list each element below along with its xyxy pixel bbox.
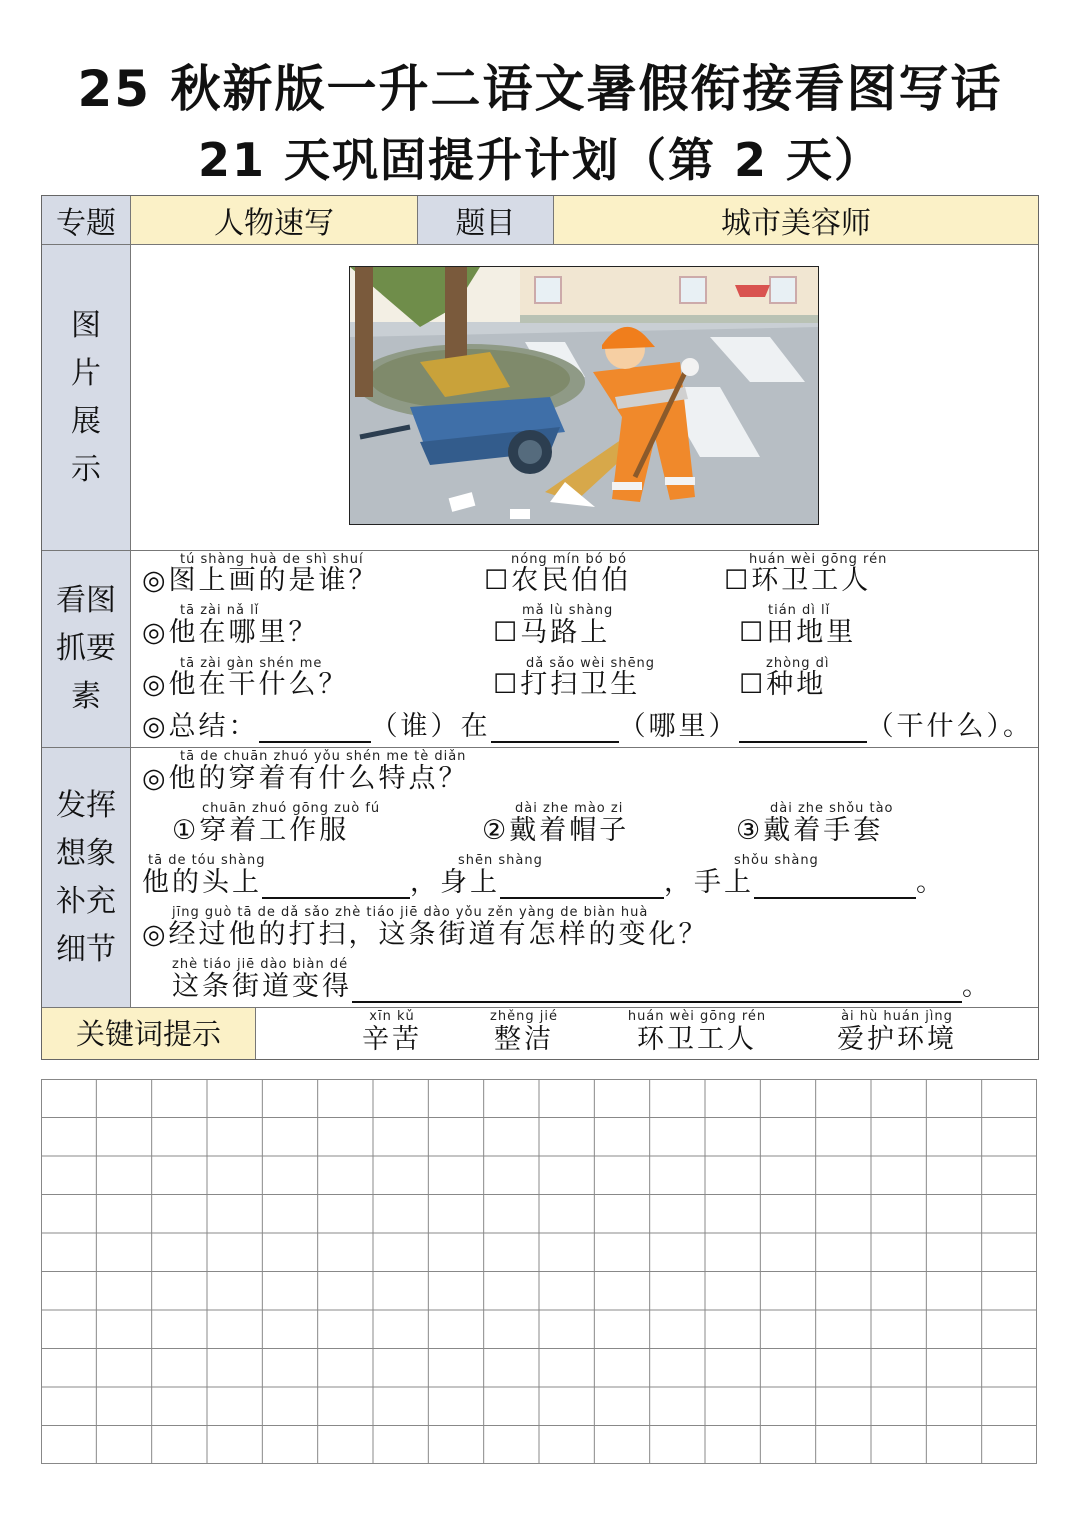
q1-opt2-text[interactable]: ☐环卫工人 xyxy=(724,565,872,596)
keywords-label-text: 关键词提示 xyxy=(75,1016,221,1051)
body-pinyin: shēn shàng xyxy=(458,853,543,868)
street-text: 这条街道变得 xyxy=(172,971,352,1002)
hands-text: ，手上 xyxy=(664,867,754,898)
worksheet-table xyxy=(41,195,1039,1060)
subject-label: 题目 xyxy=(418,196,554,244)
street-end-mark: 。 xyxy=(962,971,992,1002)
summary-what-blank[interactable] xyxy=(739,717,867,743)
q1-text: ◎图上画的是谁？ xyxy=(142,565,379,596)
picture-section-label xyxy=(42,245,131,550)
page-title-line1: 25 秋新版一升二语文暑假衔接看图写话 xyxy=(77,60,1003,118)
q3-opt1-pinyin: dǎ sǎo wèi shēng xyxy=(526,656,656,671)
picture-label-text: 图片展示 xyxy=(71,307,101,487)
q3-opt2-pinyin: zhòng dì xyxy=(766,656,830,671)
imagination-section-label xyxy=(42,748,131,1007)
q1-pinyin: tú shàng huà de shì shuí xyxy=(180,552,364,567)
q3-opt1-text[interactable]: ☐打扫卫生 xyxy=(493,669,641,700)
body-blank[interactable] xyxy=(500,873,664,899)
q1-opt2-pinyin: huán wèi gōng rén xyxy=(749,552,888,567)
topic-label: 专题 xyxy=(42,196,131,244)
wear-opt2-text: ②戴着帽子 xyxy=(482,815,630,846)
keyword-text: 整洁 xyxy=(494,1024,554,1055)
q1-opt1-pinyin: nóng mín bó bó xyxy=(511,552,628,567)
street-fill-line xyxy=(172,971,992,1003)
elements-section-label xyxy=(42,551,131,747)
keyword-item xyxy=(474,1009,574,1056)
summary-who-blank[interactable] xyxy=(259,717,371,743)
summary-where-hint: （哪里） xyxy=(618,711,739,742)
keyword-pinyin: huán wèi gōng rén xyxy=(627,1009,767,1024)
keyword-pinyin: xīn kǔ xyxy=(369,1009,415,1024)
q2-pinyin: tā zài nǎ lǐ xyxy=(180,603,260,618)
q2-text: ◎他在哪里？ xyxy=(142,617,319,648)
keyword-item xyxy=(817,1009,977,1056)
head-pinyin: tā de tóu shàng xyxy=(148,853,266,868)
keyword-text: 环卫工人 xyxy=(637,1024,757,1055)
keyword-text: 辛苦 xyxy=(362,1024,422,1055)
q2-opt1-pinyin: mǎ lù shàng xyxy=(522,603,614,618)
street-sweeper-illustration xyxy=(349,266,819,525)
summary-who-hint: （谁）在 xyxy=(370,711,491,742)
q3-text: ◎他在干什么？ xyxy=(142,669,349,700)
subject-value: 城市美容师 xyxy=(554,196,1038,244)
keyword-pinyin: zhěng jié xyxy=(490,1009,558,1024)
q2-opt2-text[interactable]: ☐田地里 xyxy=(739,617,857,648)
topic-value: 人物速写 xyxy=(131,196,418,244)
writing-grid[interactable] xyxy=(41,1079,1037,1464)
q2-opt1-text[interactable]: ☐马路上 xyxy=(493,617,611,648)
change-question-pinyin: jīng guò tā de dǎ sǎo zhè tiáo jiē dào yǒu zěn yàng de biàn huà xyxy=(172,905,649,920)
head-blank[interactable] xyxy=(262,873,410,899)
keyword-item xyxy=(617,1009,777,1056)
q3-pinyin: tā zài gàn shén me xyxy=(180,656,323,671)
body-text: ，身上 xyxy=(410,867,500,898)
summary-where-blank[interactable] xyxy=(491,717,619,743)
keyword-pinyin: ài hù huán jìng xyxy=(841,1009,953,1024)
wear-opt1-text: ①穿着工作服 xyxy=(172,815,350,846)
summary-line xyxy=(142,711,1033,743)
q3-opt2-text[interactable]: ☐种地 xyxy=(739,669,827,700)
head-text: 他的头上 xyxy=(142,867,262,898)
wear-opt3-text: ③戴着手套 xyxy=(736,815,884,846)
hands-blank[interactable] xyxy=(754,873,916,899)
change-question-text: ◎经过他的打扫，这条街道有怎样的变化？ xyxy=(142,919,709,950)
wear-opt2-pinyin: dài zhe mào zi xyxy=(515,801,624,816)
keyword-text: 爱护环境 xyxy=(837,1024,957,1055)
imagination-label-text: 发挥想象补充细节 xyxy=(56,787,116,967)
clothing-end-mark: 。 xyxy=(916,867,946,898)
street-pinyin: zhè tiáo jiē dào biàn dé xyxy=(172,957,349,972)
summary-what-hint: （干什么）。 xyxy=(866,711,1034,742)
wear-question-pinyin: tā de chuān zhuó yǒu shén me tè diǎn xyxy=(180,749,467,764)
keywords-section-label xyxy=(42,1008,256,1059)
wear-opt3-pinyin: dài zhe shǒu tào xyxy=(770,801,894,816)
summary-label: ◎总结： xyxy=(142,711,259,742)
wear-question-text: ◎他的穿着有什么特点？ xyxy=(142,763,469,794)
elements-label-text: 看图抓要素 xyxy=(56,583,116,714)
keyword-item xyxy=(342,1009,442,1056)
wear-opt1-pinyin: chuān zhuó gōng zuò fú xyxy=(202,801,381,816)
hands-pinyin: shǒu shàng xyxy=(734,853,819,868)
clothing-fill-line xyxy=(142,867,946,899)
page-title-line2: 21 天巩固提升计划（第 2 天） xyxy=(197,133,883,187)
street-blank[interactable] xyxy=(352,977,962,1003)
q2-opt2-pinyin: tián dì lǐ xyxy=(768,603,831,618)
q1-opt1-text[interactable]: ☐农民伯伯 xyxy=(484,565,632,596)
